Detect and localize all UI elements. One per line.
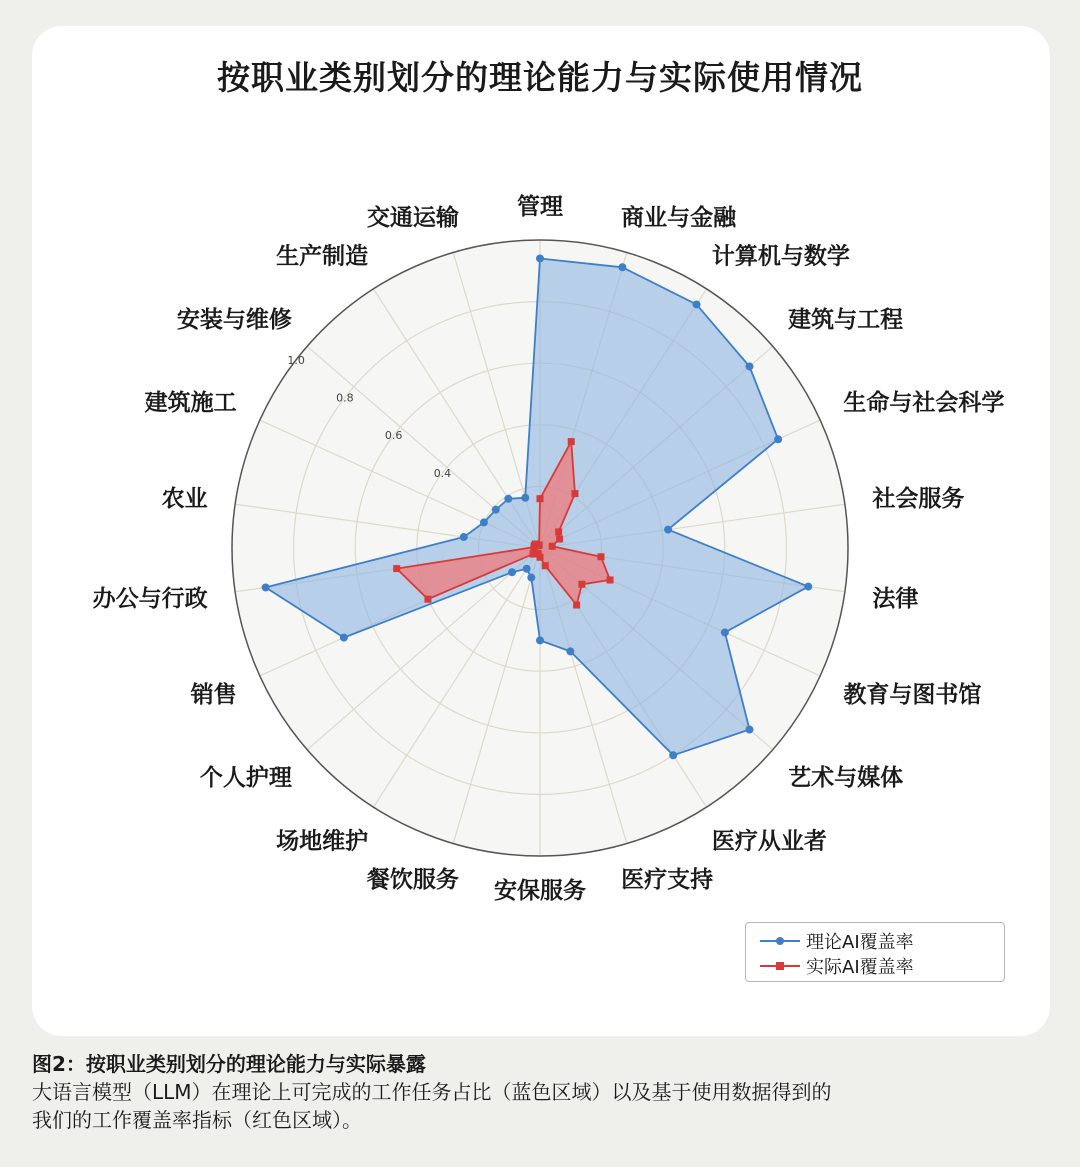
data-point-theoretical	[618, 263, 626, 271]
data-point-theoretical	[508, 568, 516, 576]
data-point-theoretical	[527, 574, 535, 582]
legend-item-actual[interactable]	[746, 953, 1004, 978]
caption-heading: 图2：按职业类别划分的理论能力与实际暴露	[32, 1052, 426, 1076]
data-point-actual	[536, 542, 543, 549]
data-point-actual	[549, 543, 556, 550]
data-point-theoretical	[504, 495, 512, 503]
data-point-theoretical	[669, 751, 677, 759]
data-point-actual	[555, 528, 562, 535]
data-point-actual	[578, 581, 585, 588]
radial-tick-label: 0.8	[336, 391, 354, 405]
category-label: 交通运输	[366, 205, 459, 232]
data-point-theoretical	[745, 726, 753, 734]
category-label: 医疗从业者	[711, 828, 827, 855]
data-point-theoretical	[340, 634, 348, 642]
caption-line-2: 我们的工作覆盖率指标（红色区域）。	[32, 1108, 362, 1132]
data-point-theoretical	[774, 435, 782, 443]
radial-tick-label: 0.6	[384, 429, 403, 443]
category-label: 安保服务	[494, 878, 586, 904]
data-point-actual	[607, 576, 614, 583]
category-label: 管理	[517, 194, 563, 220]
category-label: 安装与维修	[176, 307, 292, 334]
data-point-theoretical	[536, 636, 544, 644]
category-label: 建筑施工	[144, 390, 237, 417]
data-point-actual	[556, 536, 563, 543]
category-label: 艺术与媒体	[788, 764, 904, 791]
data-point-actual	[597, 553, 604, 560]
data-point-theoretical	[492, 506, 500, 514]
category-label: 个人护理	[199, 764, 292, 791]
legend	[745, 922, 1005, 982]
caption	[32, 1050, 1052, 1134]
data-point-theoretical	[721, 628, 729, 636]
data-point-theoretical	[566, 647, 574, 655]
category-label: 法律	[872, 586, 919, 613]
data-point-actual	[571, 490, 578, 497]
legend-line-square-icon	[758, 956, 802, 976]
category-label: 医疗支持	[621, 866, 714, 893]
data-point-actual	[424, 596, 431, 603]
data-point-theoretical	[480, 518, 488, 526]
category-label: 教育与图书馆	[843, 681, 982, 708]
data-point-theoretical	[536, 254, 544, 262]
data-point-theoretical	[523, 565, 531, 573]
category-label: 销售	[190, 681, 237, 708]
category-label: 场地维护	[276, 828, 369, 855]
data-point-actual	[530, 551, 537, 558]
category-label: 社会服务	[872, 485, 965, 512]
data-point-theoretical	[460, 533, 468, 541]
data-point-theoretical	[745, 362, 753, 370]
data-point-theoretical	[521, 494, 529, 502]
category-label: 餐饮服务	[366, 866, 459, 893]
category-label: 办公与行政	[92, 586, 208, 613]
category-label: 生命与社会科学	[843, 390, 1005, 417]
chart-title: 按职业类别划分的理论能力与实际使用情况	[217, 58, 863, 97]
data-point-actual	[393, 565, 400, 572]
radial-tick-label: 0.4	[433, 466, 452, 480]
data-point-theoretical	[262, 583, 270, 591]
category-label: 建筑与工程	[788, 307, 904, 334]
data-point-actual	[542, 562, 549, 569]
legend-label-theoretical: 理论AI覆盖率	[806, 931, 914, 953]
data-point-theoretical	[664, 526, 672, 534]
category-label: 计算机与数学	[711, 243, 850, 270]
category-label: 生产制造	[276, 243, 369, 270]
data-point-actual	[573, 602, 580, 609]
legend-label-actual: 实际AI覆盖率	[806, 956, 914, 978]
data-point-actual	[537, 495, 544, 502]
legend-line-circle-icon	[758, 931, 802, 951]
data-point-theoretical	[804, 583, 812, 591]
data-point-actual	[568, 438, 575, 445]
radial-tick-label: 1.0	[287, 353, 305, 367]
legend-item-theoretical[interactable]	[746, 928, 1004, 953]
category-label: 农业	[161, 485, 208, 512]
caption-line-1: 大语言模型（LLM）在理论上可完成的工作任务占比（蓝色区域）以及基于使用数据得到的	[32, 1080, 832, 1104]
data-point-theoretical	[693, 300, 701, 308]
category-label: 商业与金融	[621, 205, 737, 232]
